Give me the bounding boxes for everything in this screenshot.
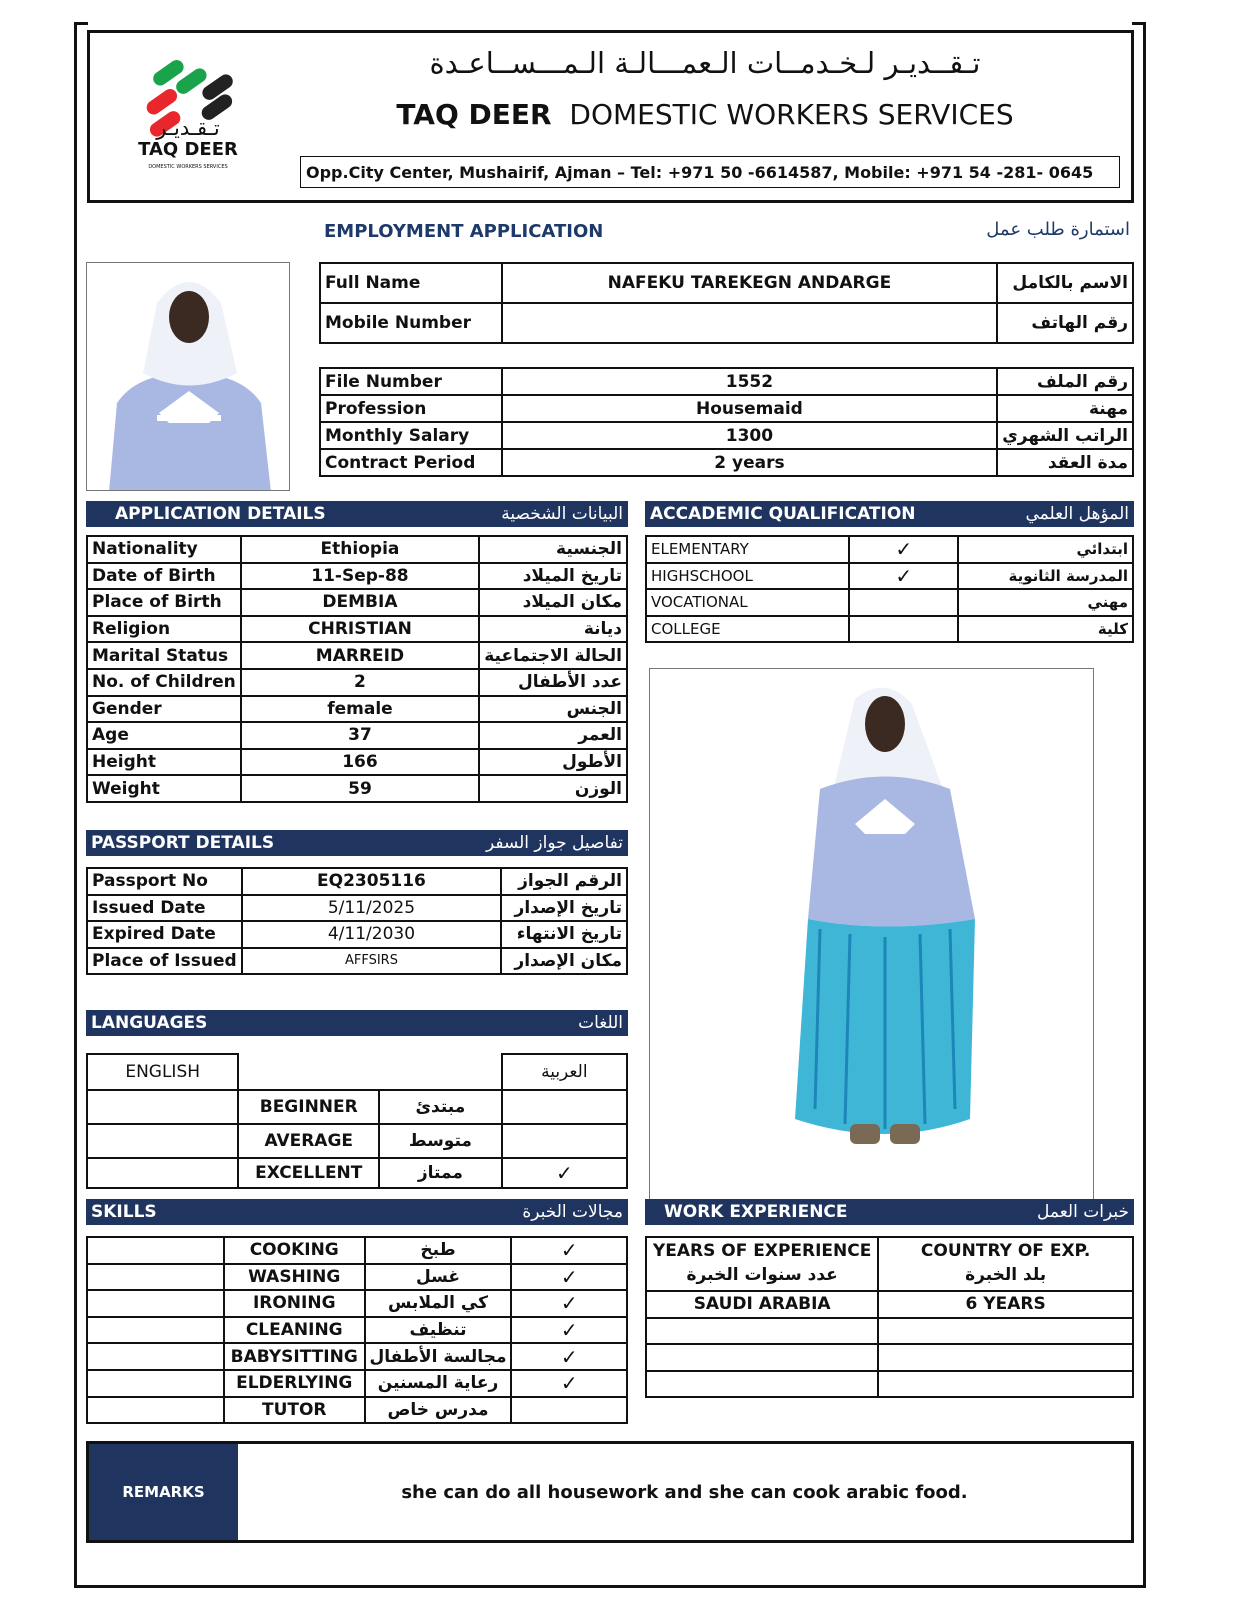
field-value: MARREID xyxy=(241,642,480,669)
field-value: 166 xyxy=(241,749,480,776)
field-label-ar: الحالة الاجتماعية xyxy=(479,642,627,669)
table-row xyxy=(87,616,627,643)
table-row xyxy=(87,696,627,723)
company-title-english xyxy=(380,98,1030,131)
qualification-check xyxy=(849,589,958,616)
skill-blank xyxy=(87,1237,224,1264)
table-row xyxy=(646,589,1133,616)
company-brand: TAQ DEER xyxy=(396,98,552,131)
field-value: Ethiopia xyxy=(241,536,480,563)
field-label: Height xyxy=(87,749,241,776)
experience-years xyxy=(646,1344,878,1371)
salary-label-ar: الراتب الشهري xyxy=(997,422,1133,449)
table-row xyxy=(646,1318,1133,1345)
skill-label: BABYSITTING xyxy=(224,1343,365,1370)
table-row xyxy=(646,536,1133,563)
field-label: Date of Birth xyxy=(87,563,241,590)
skill-label-ar: رعاية المسنين xyxy=(365,1370,512,1397)
field-label-ar: عدد الأطفال xyxy=(479,669,627,696)
contract-label-ar: مدة العقد xyxy=(997,449,1133,476)
field-label: Gender xyxy=(87,696,241,723)
qualification-check: ✓ xyxy=(849,536,958,563)
skill-check: ✓ xyxy=(511,1370,627,1397)
field-label-ar: الجنسية xyxy=(479,536,627,563)
table-row xyxy=(320,303,1133,343)
field-label: Place of Birth xyxy=(87,589,241,616)
salary-label: Monthly Salary xyxy=(320,422,502,449)
years-header xyxy=(646,1237,878,1291)
table-row xyxy=(646,1291,1133,1318)
level-excellent: EXCELLENT xyxy=(238,1158,379,1188)
table-row xyxy=(87,722,627,749)
skill-label: COOKING xyxy=(224,1237,365,1264)
company-title-arabic: تـقــديـر لـخـدمــات الـعمـــالـة الـمـــســاعـدة xyxy=(429,46,981,80)
field-label-ar: تاريخ الميلاد xyxy=(479,563,627,590)
page-frame-bottom xyxy=(74,1585,1146,1588)
experience-years: SAUDI ARABIA xyxy=(646,1291,878,1318)
passport-value: 5/11/2025 xyxy=(242,895,502,922)
profession-label: Profession xyxy=(320,395,502,422)
skill-label-ar: كي الملابس xyxy=(365,1290,512,1317)
form-title-english: EMPLOYMENT APPLICATION xyxy=(324,221,604,242)
section-title-ar: اللغات xyxy=(578,1013,623,1033)
table-row xyxy=(87,1397,627,1424)
table-row xyxy=(646,1237,1133,1291)
experience-country xyxy=(878,1344,1133,1371)
table-row xyxy=(87,895,627,922)
skill-blank xyxy=(87,1397,224,1424)
skill-label-ar: طبخ xyxy=(365,1237,512,1264)
full-name-label-ar: الاسم بالكامل xyxy=(997,263,1133,303)
country-header-en: COUNTRY OF EXP. xyxy=(920,1241,1091,1262)
application-details-table xyxy=(86,535,628,803)
field-value: 59 xyxy=(241,775,480,802)
years-header-en: YEARS OF EXPERIENCE xyxy=(652,1241,872,1262)
qualification-label-ar: ابتدائي xyxy=(958,536,1133,563)
section-title: SKILLS xyxy=(91,1202,157,1222)
field-value: DEMBIA xyxy=(241,589,480,616)
work-experience-bar xyxy=(645,1199,1134,1225)
table-row xyxy=(87,1158,627,1188)
section-title: APPLICATION DETAILS xyxy=(115,504,326,524)
english-excellent xyxy=(87,1158,238,1188)
field-label: Religion xyxy=(87,616,241,643)
level-average-ar: متوسط xyxy=(379,1124,502,1158)
qualification-check: ✓ xyxy=(849,563,958,590)
arabic-average xyxy=(502,1124,627,1158)
level-beginner-ar: مبتدئ xyxy=(379,1090,502,1124)
file-number-value: 1552 xyxy=(502,368,997,395)
qualification-label-ar: مهني xyxy=(958,589,1133,616)
academic-bar xyxy=(645,501,1134,527)
field-label-ar: العمر xyxy=(479,722,627,749)
applicant-photo-small xyxy=(86,262,290,491)
passport-label-ar: الرقم الجواز xyxy=(501,868,627,895)
passport-label-ar: مكان الإصدار xyxy=(501,948,627,975)
academic-table xyxy=(645,535,1134,643)
table-row xyxy=(87,1124,627,1158)
field-value: 11-Sep-88 xyxy=(241,563,480,590)
table-row xyxy=(87,868,627,895)
country-header xyxy=(878,1237,1133,1291)
form-title-arabic: استمارة طلب عمل xyxy=(986,219,1130,240)
page-frame-top-right xyxy=(1132,22,1146,25)
table-row xyxy=(320,368,1133,395)
qualification-label: HIGHSCHOOL xyxy=(646,563,849,590)
table-row xyxy=(87,749,627,776)
applicant-photo-full xyxy=(649,668,1094,1202)
field-label: Age xyxy=(87,722,241,749)
table-row xyxy=(320,395,1133,422)
field-label-ar: الوزن xyxy=(479,775,627,802)
passport-table xyxy=(86,867,628,975)
contract-label: Contract Period xyxy=(320,449,502,476)
section-title: LANGUAGES xyxy=(91,1013,208,1033)
table-row xyxy=(87,536,627,563)
field-label-ar: الأطول xyxy=(479,749,627,776)
section-title-ar: خبرات العمل xyxy=(1037,1202,1129,1222)
skill-label-ar: مجالسة الأطفال xyxy=(365,1343,512,1370)
table-row xyxy=(87,921,627,948)
section-title: PASSPORT DETAILS xyxy=(91,833,275,853)
experience-country xyxy=(878,1318,1133,1345)
level-beginner: BEGINNER xyxy=(238,1090,379,1124)
passport-label: Issued Date xyxy=(87,895,242,922)
skill-label-ar: مدرس خاص xyxy=(365,1397,512,1424)
field-label-ar: ديانة xyxy=(479,616,627,643)
file-number-label: File Number xyxy=(320,368,502,395)
table-row xyxy=(87,1237,627,1264)
country-header-ar: بلد الخبرة xyxy=(965,1265,1047,1285)
table-row xyxy=(646,1371,1133,1398)
field-label: Marital Status xyxy=(87,642,241,669)
qualification-label: ELEMENTARY xyxy=(646,536,849,563)
table-row xyxy=(87,948,627,975)
table-row xyxy=(87,1343,627,1370)
table-row xyxy=(646,1344,1133,1371)
table-row xyxy=(87,1290,627,1317)
table-row xyxy=(87,1317,627,1344)
table-row xyxy=(320,422,1133,449)
qualification-check xyxy=(849,616,958,643)
skill-blank xyxy=(87,1343,224,1370)
section-title-ar: تفاصيل جواز السفر xyxy=(485,833,623,853)
english-header: ENGLISH xyxy=(87,1054,238,1090)
languages-table xyxy=(86,1053,628,1189)
skill-blank xyxy=(87,1317,224,1344)
passport-label: Expired Date xyxy=(87,921,242,948)
logo-subtitle: DOMESTIC WORKERS SERVICES xyxy=(148,164,228,170)
skill-check: ✓ xyxy=(511,1317,627,1344)
mobile-label: Mobile Number xyxy=(320,303,502,343)
remarks-label: REMARKS xyxy=(89,1444,238,1540)
section-title: WORK EXPERIENCE xyxy=(664,1202,848,1222)
arabic-beginner xyxy=(502,1090,627,1124)
qualification-label-ar: المدرسة الثانوية xyxy=(958,563,1133,590)
table-row xyxy=(87,1264,627,1291)
field-value: 2 xyxy=(241,669,480,696)
skill-check: ✓ xyxy=(511,1290,627,1317)
skill-blank xyxy=(87,1290,224,1317)
table-row xyxy=(646,563,1133,590)
salary-value: 1300 xyxy=(502,422,997,449)
skill-label-ar: تنظيف xyxy=(365,1317,512,1344)
mobile-label-ar: رقم الهاتف xyxy=(997,303,1133,343)
skill-blank xyxy=(87,1370,224,1397)
field-value: CHRISTIAN xyxy=(241,616,480,643)
section-title-ar: مجالات الخبرة xyxy=(522,1202,623,1222)
experience-country: 6 YEARS xyxy=(878,1291,1133,1318)
page-frame-top-left xyxy=(74,22,88,25)
skill-label: WASHING xyxy=(224,1264,365,1291)
skill-check: ✓ xyxy=(511,1343,627,1370)
level-average: AVERAGE xyxy=(238,1124,379,1158)
blank-cell xyxy=(238,1054,501,1090)
passport-label-ar: تاريخ الإصدار xyxy=(501,895,627,922)
level-excellent-ar: ممتاز xyxy=(379,1158,502,1188)
passport-label-ar: تاريخ الانتهاء xyxy=(501,921,627,948)
arabic-header: العربية xyxy=(502,1054,627,1090)
field-label-ar: مكان الميلاد xyxy=(479,589,627,616)
table-row xyxy=(87,669,627,696)
table-row xyxy=(320,263,1133,303)
passport-value: EQ2305116 xyxy=(242,868,502,895)
skills-table xyxy=(86,1236,628,1424)
table-row xyxy=(87,775,627,802)
experience-years xyxy=(646,1318,878,1345)
skill-label: CLEANING xyxy=(224,1317,365,1344)
section-title-ar: المؤهل العلمي xyxy=(1025,504,1129,524)
section-title-ar: البيانات الشخصية xyxy=(501,504,623,524)
field-value: 37 xyxy=(241,722,480,749)
english-beginner xyxy=(87,1090,238,1124)
section-title: ACCADEMIC QUALIFICATION xyxy=(650,504,916,524)
identity-table xyxy=(319,262,1134,344)
passport-bar xyxy=(86,830,628,856)
skill-check: ✓ xyxy=(511,1264,627,1291)
languages-bar xyxy=(86,1010,628,1036)
qualification-label: COLLEGE xyxy=(646,616,849,643)
english-average xyxy=(87,1124,238,1158)
experience-country xyxy=(878,1371,1133,1398)
skill-label: IRONING xyxy=(224,1290,365,1317)
table-row xyxy=(87,563,627,590)
application-details-bar xyxy=(86,501,628,527)
table-row xyxy=(646,616,1133,643)
skill-check: ✓ xyxy=(511,1237,627,1264)
contract-value: 2 years xyxy=(502,449,997,476)
page-frame-right xyxy=(1143,22,1146,1588)
experience-years xyxy=(646,1371,878,1398)
field-value: female xyxy=(241,696,480,723)
page-frame-left xyxy=(74,22,77,1588)
table-row xyxy=(320,449,1133,476)
table-row xyxy=(87,1090,627,1124)
company-address: Opp.City Center, Mushairif, Ajman – Tel: +971 50 -6614587, Mobile: +971 54 -281- 0645 xyxy=(300,156,1120,188)
company-services: DOMESTIC WORKERS SERVICES xyxy=(569,98,1014,131)
table-row xyxy=(87,589,627,616)
passport-value: 4/11/2030 xyxy=(242,921,502,948)
full-name-value: NAFEKU TAREKEGN ANDARGE xyxy=(502,263,997,303)
field-label-ar: الجنس xyxy=(479,696,627,723)
arabic-excellent: ✓ xyxy=(502,1158,627,1188)
skill-label: TUTOR xyxy=(224,1397,365,1424)
logo-arabic: تـقـديـر xyxy=(156,116,220,140)
table-row xyxy=(87,642,627,669)
field-label: Weight xyxy=(87,775,241,802)
table-row xyxy=(87,1054,627,1090)
field-label: No. of Children xyxy=(87,669,241,696)
work-experience-table xyxy=(645,1236,1134,1398)
remarks-text: she can do all housework and she can cook arabic food. xyxy=(401,1481,968,1503)
logo-english: TAQ DEER xyxy=(138,139,238,160)
skill-label-ar: غسل xyxy=(365,1264,512,1291)
years-header-ar: عدد سنوات الخبرة xyxy=(686,1265,838,1285)
qualification-label: VOCATIONAL xyxy=(646,589,849,616)
table-row xyxy=(87,1370,627,1397)
full-name-label: Full Name xyxy=(320,263,502,303)
passport-label: Place of Issued xyxy=(87,948,242,975)
skill-check xyxy=(511,1397,627,1424)
passport-label: Passport No xyxy=(87,868,242,895)
file-number-label-ar: رقم الملف xyxy=(997,368,1133,395)
profession-value: Housemaid xyxy=(502,395,997,422)
passport-value: AFFSIRS xyxy=(242,948,502,975)
qualification-label-ar: كلية xyxy=(958,616,1133,643)
field-label: Nationality xyxy=(87,536,241,563)
skills-bar xyxy=(86,1199,628,1225)
mobile-value xyxy=(502,303,997,343)
job-table xyxy=(319,367,1134,477)
profession-label-ar: مهنة xyxy=(997,395,1133,422)
skill-label: ELDERLYING xyxy=(224,1370,365,1397)
skill-blank xyxy=(87,1264,224,1291)
